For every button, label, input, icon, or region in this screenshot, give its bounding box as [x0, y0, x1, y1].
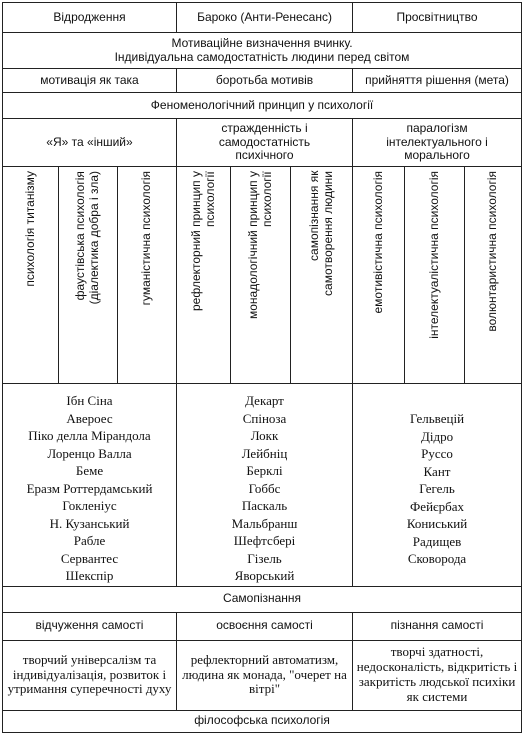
- vertical-label-3: гуманістична психологія: [139, 171, 154, 306]
- footer-row: [3, 710, 522, 732]
- vertical-cell-7: [353, 167, 405, 384]
- name-item: Шефтсбері: [233, 533, 296, 548]
- theme-paralogism: [353, 119, 522, 167]
- vertical-cell-1: [3, 167, 59, 384]
- vertical-cell-3: [118, 167, 177, 384]
- motive-as-such: мотивація як така: [3, 69, 177, 93]
- name-item: Авероес: [66, 410, 113, 426]
- self-cognition: пізнання самості: [353, 612, 522, 640]
- self-alienation: відчуження самості: [3, 612, 177, 640]
- vertical-cell-2: [59, 167, 118, 384]
- theme-suffering: [177, 119, 353, 167]
- phenom-row: [3, 93, 522, 119]
- name-item: Гельвецій: [409, 411, 465, 426]
- vertical-row: [3, 167, 522, 384]
- name-item: Кант: [423, 463, 451, 479]
- epoch-baroque: Бароко (Анти-Ренесанс): [177, 3, 353, 33]
- theme-suffering-text: стражденність і самодостатність психічного: [218, 120, 311, 163]
- vertical-cell-9: [465, 167, 522, 384]
- vertical-label-5: монадологічний принцип у психології: [245, 171, 274, 320]
- self-knowledge-row: [3, 586, 522, 612]
- themes-row: [3, 119, 522, 167]
- name-item: Яворський: [234, 568, 295, 583]
- name-item: Локк: [250, 428, 279, 443]
- vertical-label-8: інтелектуалістична психологія: [426, 171, 441, 339]
- vertical-cell-6: [291, 167, 353, 384]
- vertical-label-1: психологія титанізму: [22, 171, 37, 287]
- self-row: [3, 612, 522, 640]
- name-item: Фейєрбах: [410, 498, 464, 514]
- names-renaissance: [3, 384, 177, 587]
- vertical-label-7: емотивістична психологія: [370, 171, 385, 314]
- footer-cell: філософська психологія: [3, 710, 522, 732]
- name-item: Еразм Роттердамський: [26, 480, 153, 496]
- theme-self-other: «Я» та «інший»: [3, 119, 177, 167]
- desc-renaissance: творчий універсалізм та індивідуалізація, розвиток і утримання суперечності духу: [3, 640, 177, 710]
- vertical-label-6: самопізнання як самотворення людини: [306, 171, 335, 296]
- motives-row: [3, 69, 522, 93]
- psychology-history-table: [2, 2, 522, 733]
- name-item: Беме: [75, 463, 104, 478]
- vertical-cell-5: [231, 167, 291, 384]
- name-item: Гокленіус: [62, 498, 117, 513]
- name-item: Піко делла Мірандола: [28, 428, 151, 443]
- name-item: Гоббс: [248, 480, 281, 496]
- name-item: Гегель: [419, 481, 455, 496]
- name-item: Рабле: [73, 533, 106, 548]
- vertical-label-2: фаустівська психологія (діалектика добра і зла): [73, 171, 101, 305]
- motivation-line-2: Індивідуальна самодостатність людини перед світом: [114, 49, 410, 64]
- motivation-line-1: Мотиваційне визначення вчинку.: [171, 35, 353, 50]
- names-enlightenment: [353, 384, 522, 587]
- motive-decision: прийняття рішення (мета): [353, 69, 522, 93]
- name-item: Руссо: [421, 446, 453, 461]
- name-item: Декарт: [245, 393, 284, 408]
- name-item: Сковорода: [407, 551, 467, 566]
- name-item: Лоренцо Валла: [47, 445, 132, 461]
- vertical-label-4: рефлекторний принцип у психології: [188, 171, 217, 312]
- name-item: Спіноза: [242, 410, 287, 426]
- self-knowledge-cell: Самопізнання: [3, 586, 522, 612]
- name-item: Мальбранш: [231, 515, 298, 531]
- self-mastery: освоєння самості: [177, 612, 353, 640]
- vertical-cell-4: [177, 167, 231, 384]
- name-item: Ібн Сіна: [66, 393, 113, 408]
- name-item: Шекспір: [65, 568, 114, 583]
- theme-paralogism-text: паралогізм інтелектуального і морального: [386, 120, 488, 163]
- name-item: Лейбніц: [241, 445, 288, 461]
- epoch-enlightenment: Просвітництво: [353, 3, 522, 33]
- names-row: [3, 384, 522, 587]
- desc-enlightenment: творчі здатності, недосконаліcть, відкритість і закритість людської психіки як системи: [353, 640, 522, 710]
- name-item: Берклі: [246, 463, 283, 478]
- vertical-cell-8: [405, 167, 465, 384]
- name-item: Гізель: [247, 550, 282, 566]
- epoch-renaissance: Відродження: [3, 3, 177, 33]
- phenom-cell: Феноменологічний принцип у психології: [3, 93, 522, 119]
- name-item: Н. Кузанський: [49, 515, 130, 531]
- epoch-header-row: [3, 3, 522, 33]
- name-item: Кониський: [406, 516, 468, 531]
- motivation-cell: [3, 33, 522, 69]
- motivation-row: [3, 33, 522, 69]
- name-item: Дідро: [420, 428, 454, 444]
- names-baroque: [177, 384, 353, 587]
- name-item: Сервантес: [60, 550, 119, 566]
- motive-struggle: боротьба мотивів: [177, 69, 353, 93]
- name-item: Радищев: [412, 533, 462, 549]
- vertical-label-9: волюнтаристична психологія: [485, 171, 500, 332]
- name-item: Паскаль: [241, 498, 288, 513]
- desc-baroque: рефлекторний автоматизм, людина як монада, "очерет на вітрі": [177, 640, 353, 710]
